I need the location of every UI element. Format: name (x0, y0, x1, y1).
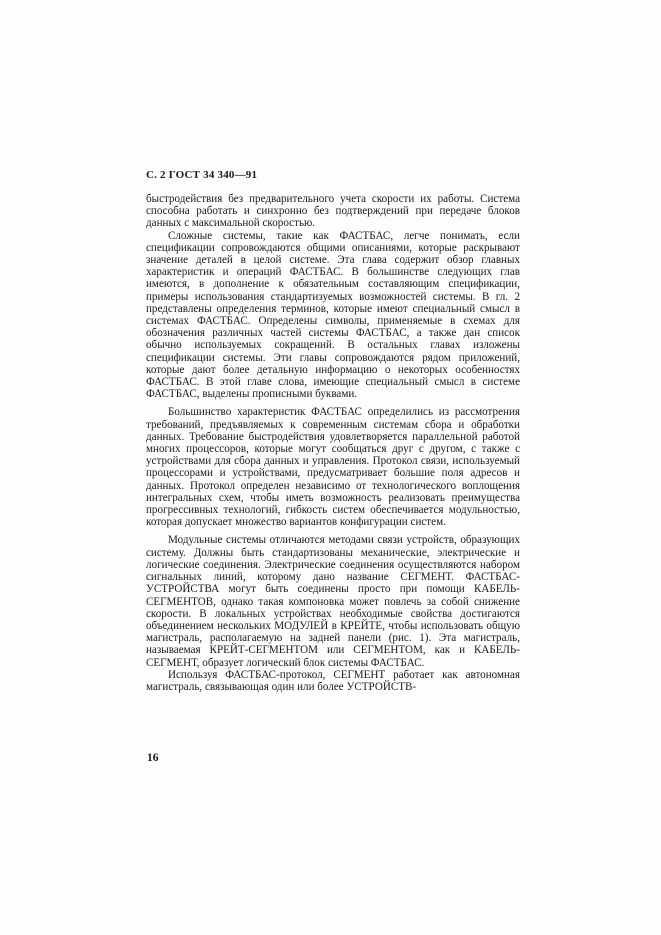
paragraph-protocol: Используя ФАСТБАС-протокол, СЕГМЕНТ работает как автономная магистраль, связывающая один или более УСТРОЙСТВ- (146, 668, 520, 693)
paragraph-complex-systems: Сложные системы, такие как ФАСТБАС, легче понимать, если спецификации сопровождаются общими описаниями, которые раскрывают значение деталей в целой системе. Эта глава содержит обзор главных характеристик и операций ФАСТБАС. В большинстве следующих глав имеются, в дополнение к обязательным составляющим спецификации, примеры использования стандартизуемых возможностей системы. В гл. 2 представлены определения терминов, которые имеют специальный смысл в системах ФАСТБАС. Определены символы, применяемые в схемах для обозначения различных частей системы ФАСТБАС, а также дан список обычно используемых сокращений. В остальных главах изложены спецификации системы. Эти главы сопровождаются рядом приложений, которые дают более детальную информацию о некоторых особенностях ФАСТБАС. В этой главе слова, имеющие специальный смысл в системе ФАСТБАС, выделены прописными буквами. (146, 229, 520, 401)
page-number: 16 (147, 752, 159, 764)
body-text (146, 193, 520, 693)
running-header: С. 2 ГОСТ 34 340—91 (146, 169, 258, 181)
paragraph-modular-systems: Модульные системы отличаются методами связи устройств, образующих систему. Должны быть стандартизованы механические, электрические и логические соединения. Электрические соединения осуществляются набором сигнальных линий, которому дано название СЕГМЕНТ. ФАСТБАС-УСТРОЙСТВА могут быть соединены просто при помощи КАБЕЛЬ-СЕГМЕНТОВ, однако такая компоновка может повлечь за собой снижение скорости. В локальных устройствах необходимые свойства достигаются объединением нескольких МОДУЛЕЙ в КРЕЙТЕ, чтобы использовать общую магистраль, располагаемую на задней панели (рис. 1). Эта магистраль, называемая КРЕЙТ-СЕГМЕНТОМ или СЕГМЕНТОМ, как и КАБЕЛЬ-СЕГМЕНТ, образует логический блок системы ФАСТБАС. (146, 534, 520, 669)
paragraph-continuation: быстродействия без предварительного учета скорости их работы. Система способна работать и синхронно без подтверждений при передаче блоков данных с максимальной скоростью. (146, 193, 520, 230)
paragraph-characteristics: Большинство характеристик ФАСТБАС определились из рассмотрения требований, предъявляемых к современным системам сбора и обработки данных. Требование быстродействия удовлетворяется параллельной работой многих процессоров, которые могут сообщаться друг с другом, с также с устройствами для сбора данных и управления. Протокол связи, используемый процессорами и устройствами, предусматривает большие поля адресов и данных. Протокол определен независимо от технологического воплощения интегральных схем, чтобы иметь возможность реализовать преимущества прогрессивных технологий, гибкость систем обеспечивается модульностью, которая допускает множество вариантов конфигурации систем. (146, 406, 520, 529)
